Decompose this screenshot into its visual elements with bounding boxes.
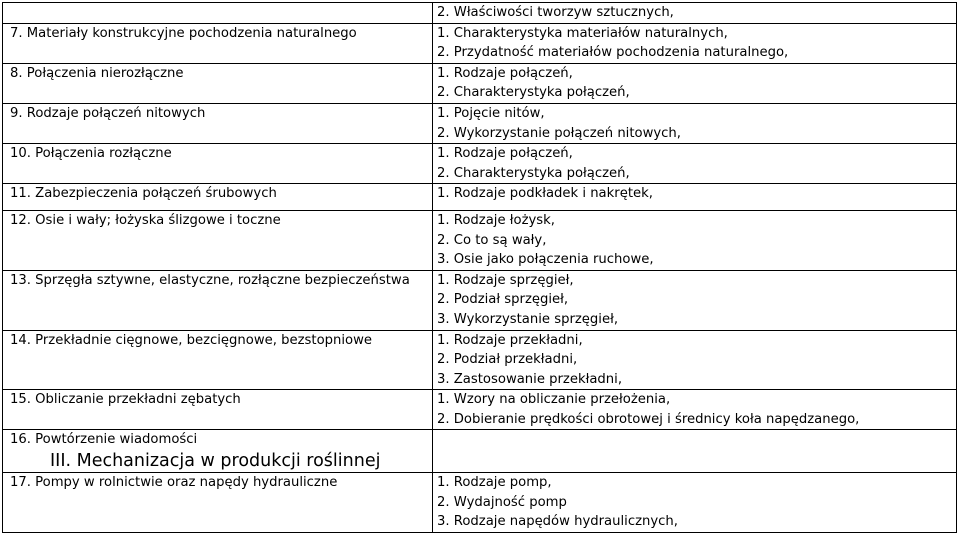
items-cell — [433, 390, 957, 430]
items-cell — [433, 210, 957, 270]
topic-cell — [3, 330, 433, 390]
items-cell — [433, 23, 957, 63]
list-item: 1. Pojęcie nitów, — [437, 105, 545, 121]
items-cell — [433, 184, 957, 211]
topic-label: 12. Osie i wały; łożyska ślizgowe i toczne — [10, 212, 281, 228]
list-item: 2. Charakterystyka połączeń, — [437, 165, 630, 181]
topic-cell — [3, 3, 433, 24]
list-item: 1. Rodzaje przekładni, — [437, 332, 583, 348]
table-row — [3, 184, 957, 211]
list-item: 3. Zastosowanie przekładni, — [437, 371, 623, 387]
list-item: 2. Co to są wały, — [437, 232, 547, 248]
list-item: 2. Charakterystyka połączeń, — [437, 85, 630, 101]
list-item: 1. Rodzaje pomp, — [437, 475, 552, 491]
topic-cell — [3, 144, 433, 184]
list-item: 2. Przydatność materiałów pochodzenia naturalnego, — [437, 45, 789, 61]
list-item: 2. Wydajność pomp — [437, 494, 567, 510]
table-row — [3, 144, 957, 184]
topic-label: 14. Przekładnie cięgnowe, bezcięgnowe, bezstopniowe — [10, 332, 373, 348]
topic-label: 15. Obliczanie przekładni zębatych — [10, 392, 241, 408]
list-item: 1. Wzory na obliczanie przełożenia, — [437, 392, 671, 408]
topic-cell — [3, 63, 433, 103]
items-cell — [433, 103, 957, 143]
topic-cell — [3, 390, 433, 430]
items-cell — [433, 144, 957, 184]
topic-cell — [3, 270, 433, 330]
list-item: 2. Wykorzystanie połączeń nitowych, — [437, 125, 681, 141]
topic-label: 7. Materiały konstrukcyjne pochodzenia naturalnego — [10, 25, 357, 41]
list-item: 1. Rodzaje połączeń, — [437, 65, 573, 81]
topic-label: 10. Połączenia rozłączne — [10, 146, 172, 162]
topic-label: 17. Pompy w rolnictwie oraz napędy hydrauliczne — [10, 475, 338, 491]
table-row — [3, 23, 957, 63]
list-item: 1. Charakterystyka materiałów naturalnych, — [437, 25, 728, 41]
topic-cell — [3, 184, 433, 211]
topic-cell — [3, 103, 433, 143]
list-item: 2. Podział przekładni, — [437, 352, 578, 368]
curriculum-table — [2, 2, 957, 533]
table-row — [3, 103, 957, 143]
table-row — [3, 390, 957, 430]
topic-label: 13. Sprzęgła sztywne, elastyczne, rozłączne bezpieczeństwa — [10, 272, 410, 288]
topic-label: 11. Zabezpieczenia połączeń śrubowych — [10, 186, 277, 202]
table-row — [3, 430, 957, 473]
items-cell — [433, 430, 957, 473]
topic-label: 16. Powtórzenie wiadomości — [10, 432, 198, 448]
table-row — [3, 473, 957, 533]
list-item: 3. Osie jako połączenia ruchowe, — [437, 252, 654, 268]
topic-label: 9. Rodzaje połączeń nitowych — [10, 105, 206, 121]
table-row — [3, 330, 957, 390]
list-item: 2. Właściwości tworzyw sztucznych, — [437, 5, 674, 20]
list-item: 3. Rodzaje napędów hydraulicznych, — [437, 514, 678, 530]
list-item: 2. Podział sprzęgieł, — [437, 292, 569, 308]
topic-cell — [3, 210, 433, 270]
table-row — [3, 270, 957, 330]
list-item: 3. Wykorzystanie sprzęgieł, — [437, 311, 619, 327]
items-cell — [433, 3, 957, 24]
topic-cell — [3, 430, 433, 473]
table-row — [3, 3, 957, 24]
topic-label: 8. Połączenia nierozłączne — [10, 65, 184, 81]
list-item: 2. Dobieranie prędkości obrotowej i średnicy koła napędzanego, — [437, 411, 860, 427]
section-heading: III. Mechanizacja w produkcji roślinnej — [50, 451, 381, 472]
topic-cell — [3, 473, 433, 533]
items-cell — [433, 473, 957, 533]
list-item: 1. Rodzaje podkładek i nakrętek, — [437, 186, 653, 202]
list-item: 1. Rodzaje połączeń, — [437, 146, 573, 162]
items-cell — [433, 270, 957, 330]
items-cell — [433, 63, 957, 103]
table-row — [3, 63, 957, 103]
table-row — [3, 210, 957, 270]
topic-cell — [3, 23, 433, 63]
items-cell — [433, 330, 957, 390]
list-item: 1. Rodzaje sprzęgieł, — [437, 272, 574, 288]
list-item: 1. Rodzaje łożysk, — [437, 212, 555, 228]
